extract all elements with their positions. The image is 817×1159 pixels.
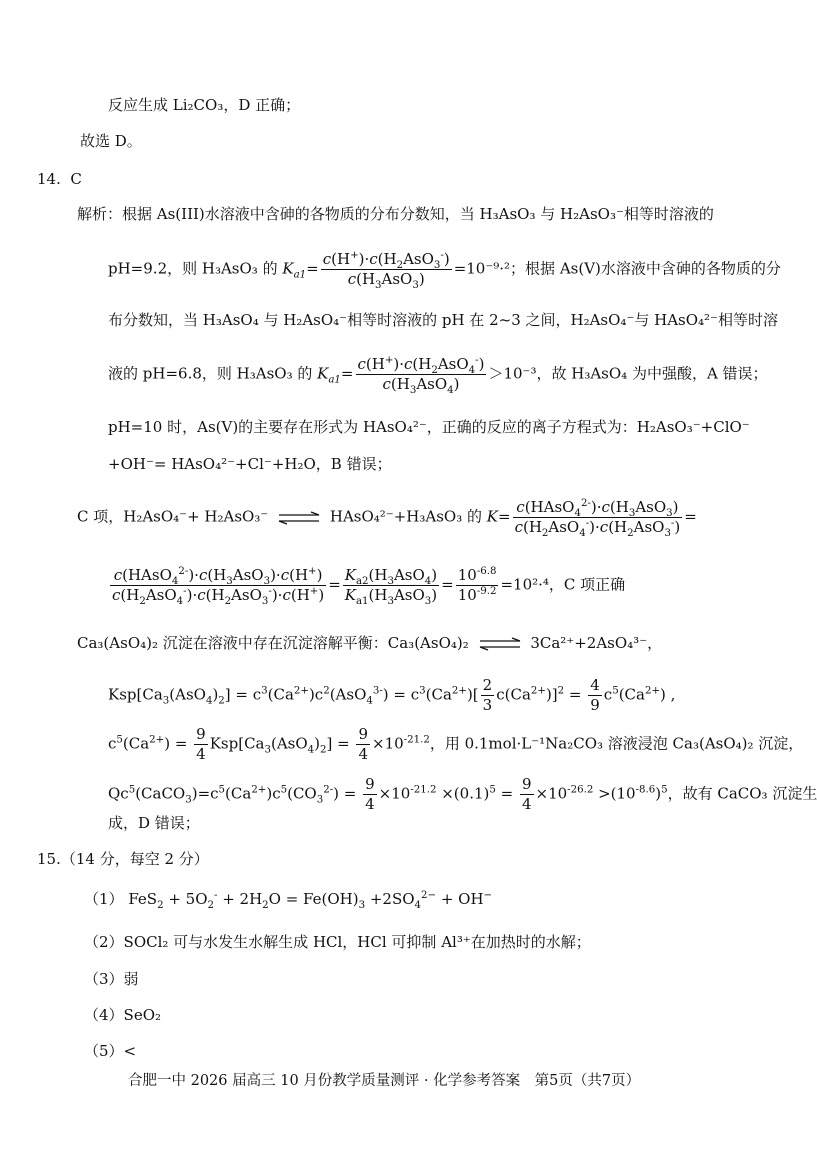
equilibrium-arrow-icon — [478, 638, 522, 650]
text-line-with-formula: pH=9.2，则 H₃AsO₃ 的 $K_{a1}=$ $\frac{c(H^+)\cdot c(H_2AsO_3^-)}{c(H_3AsO_3)}$ =10⁻⁹·²；根据 As(V)水溶液中含砷的各物质的分 — [108, 250, 781, 291]
ka1-fraction: $\frac{c(H^+)\cdot c(H_2AsO_3^-)}{c(H_3AsO_3)}$ — [322, 250, 450, 291]
answer-1: （1） $FeS_2 + 5O_2^- + 2H_2O = Fe(OH)_3 +2SO_4^{2-} + OH^-$ — [84, 890, 493, 911]
question-number: 14. C — [37, 170, 82, 188]
formula-line: $c^5(Ca^{2+})$ = $\frac{9}{4}$ $Ksp[Ca_3(AsO_4)_2]$ = $\frac{9}{4}$ $\times 10^{-21.2}$，用 0.1mol·L⁻¹Na₂CO₃ 溶液浸泡 Ca₃(AsO₄)₂ 沉淀， — [108, 725, 804, 763]
text-line-with-formula: C 项，H₂AsO₄⁻+ H₂AsO₃⁻ HAsO₄²⁻+H₃AsO₃ 的 K= $\frac{c(HAsO_4^{2-})\cdot c(H_3AsO_3)}{c(H_2AsO_4^-)\cdot c(H_2AsO_3^-)}$ = — [77, 498, 697, 539]
text-line: 反应生成 Li₂CO₃，D 正确； — [108, 96, 301, 114]
text-line: +OH⁻= HAsO₄²⁻+Cl⁻+H₂O，B 错误； — [108, 455, 392, 473]
text-line: 布分数知，当 H₃AsO₄ 与 H₂AsO₄⁻相等时溶液的 pH 在 2~3 之间，H₂AsO₄⁻与 HAsO₄²⁻相等时溶 — [108, 311, 778, 329]
question-number: 15.（14 分，每空 2 分） — [37, 850, 209, 868]
formula-line: $Qc^5(CaCO_3)=c^5(Ca^{2+})c^5(CO_3^{2-})$ = $\frac{9}{4}$ $\times 10^{-21.2} \times(0.1)^5$ = $\frac{9}{4}$ $\times 10^{-26.2} >(10^{-8.6})^5$，故有 CaCO₃ 沉淀生 — [108, 775, 817, 813]
text-line: pH=10 时，As(V)的主要存在形式为 HAsO₄²⁻，正确的反应的离子方程式为：H₂AsO₃⁻+ClO⁻ — [108, 418, 750, 436]
formula-line: $Ksp[Ca_3(AsO_4)_2] = c^3(Ca^{2+})c^2(AsO_4^{3-}) = c^3(Ca^{2+})$[ $\frac{2}{3}$ $c(Ca^{2+})]^2$ = $\frac{4}{9}$ $c^5(Ca^{2+})$ , — [108, 676, 676, 714]
answer-2: （2）SOCl₂ 可与水发生水解生成 HCl，HCl 可抑制 Al³⁺在加热时的水解； — [84, 933, 591, 951]
answer-5: （5）< — [84, 1042, 137, 1060]
text-line-with-formula: 液的 pH=6.8，则 H₃AsO₃ 的 $K_{a1}=$ $\frac{c(H^+)\cdot c(H_2AsO_4^-)}{c(H_3AsO_4)}$ ＞10⁻³，故 H₃AsO₄ 为中强酸，A 错误； — [108, 355, 768, 396]
page-footer: 合肥一中 2026 届高三 10 月份教学质量测评 · 化学参考答案 第5页（共7页） — [128, 1073, 641, 1089]
answer-3: （3）弱 — [84, 970, 139, 988]
answer-4: （4）SeO₂ — [84, 1006, 162, 1024]
equilibrium-arrow-icon — [277, 512, 321, 524]
ka1-fraction-2: $\frac{c(H^+)\cdot c(H_2AsO_4^-)}{c(H_3AsO_4)}$ — [357, 355, 485, 396]
text-line: 解析：根据 As(III)水溶液中含砷的各物质的分布分数知，当 H₃AsO₃ 与 H₂AsO₃⁻相等时溶液的 — [77, 205, 714, 223]
text-line-with-formula: Ca₃(AsO₄)₂ 沉淀在溶液中存在沉淀溶解平衡：Ca₃(AsO₄)₂ 3Ca²⁺+2AsO₄³⁻， — [77, 634, 663, 652]
text-line: 故选 D。 — [80, 132, 142, 150]
text-line-with-formula: $\frac{c(HAsO_4^{2-})\cdot c(H_3AsO_3)\cdot c(H^+)}{c(H_2AsO_4^-)\cdot c(H_2AsO_3^-)\cdot c(H^+)}$ = $\frac{K_{a2}(H_3AsO_4)}{K_{a1}(H_3AsO_3)}$ = $\frac{10^{-6.8}}{10^{-9.2}}$ =10²·⁴，C 项正确 — [112, 566, 626, 607]
text-line: 成，D 错误； — [108, 814, 200, 832]
